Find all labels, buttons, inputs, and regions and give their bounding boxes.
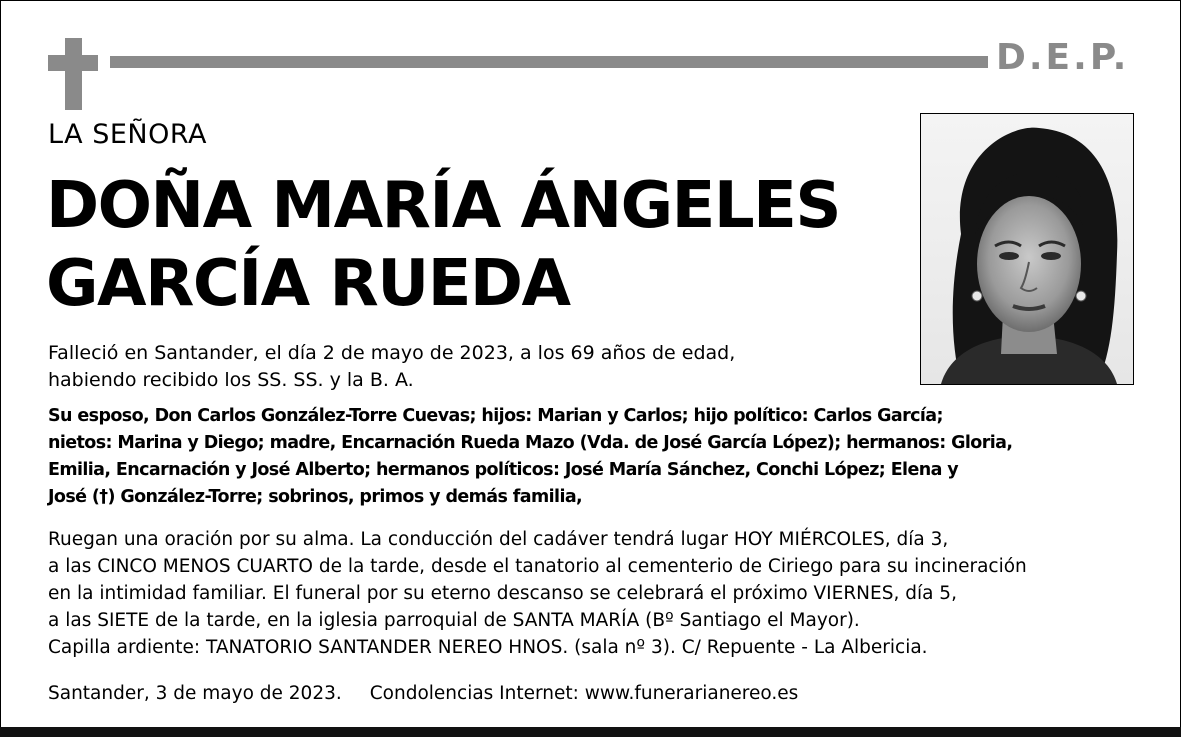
death-notice — [48, 340, 908, 394]
service-line: a las SIETE de la tarde, en la iglesia parroquial de SANTA MARÍA (Bº Santiago el Mayor). — [48, 610, 860, 631]
family-line: nietos: Marina y Diego; madre, Encarnación Rueda Mazo (Vda. de José García López); hermanos: Gloria, — [48, 433, 1013, 453]
bottom-rule — [0, 727, 1181, 737]
intro-line: Falleció en Santander, el día 2 de mayo de 2023, a los 69 años de edad, — [48, 342, 736, 364]
service-line: Ruegan una oración por su alma. La conducción del cadáver tendrá lugar HOY MIÉRCOLES, día 3, — [48, 529, 949, 550]
condolences-link[interactable]: Condolencias Internet: www.funerarianereo.es — [369, 683, 799, 704]
name-line: GARCÍA RUEDA — [46, 247, 570, 321]
family-line: José (†) González-Torre; sobrinos, primos y demás familia, — [48, 487, 583, 507]
footer — [48, 680, 798, 707]
portrait-photo — [920, 113, 1134, 385]
name-line: DOÑA MARÍA ÁNGELES — [46, 169, 840, 243]
service-line: en la intimidad familiar. El funeral por su eterno descanso se celebrará el próximo VIERNES, día 5, — [48, 583, 957, 604]
family-list — [48, 403, 1148, 511]
header-rule — [110, 56, 988, 68]
family-line: Emilia, Encarnación y José Alberto; hermanos políticos: José María Sánchez, Conchi López; Elena y — [48, 460, 959, 480]
intro-line: habiendo recibido los SS. SS. y la B. A. — [48, 369, 414, 391]
portrait-illustration — [921, 114, 1133, 384]
deceased-name — [46, 167, 906, 323]
cross-icon — [48, 38, 98, 110]
service-line: a las CINCO MENOS CUARTO de la tarde, desde el tanatorio al cementerio de Ciriego para su incineración — [48, 556, 1027, 577]
service-line: Capilla ardiente: TANATORIO SANTANDER NEREO HNOS. (sala nº 3). C/ Repuente - La Albericia. — [48, 637, 928, 658]
place-date: Santander, 3 de mayo de 2023. — [48, 683, 342, 704]
service-details — [48, 526, 1158, 661]
dep-heading: D.E.P. — [996, 37, 1130, 78]
family-line: Su esposo, Don Carlos González-Torre Cuevas; hijos: Marian y Carlos; hijo político: Carlos García; — [48, 406, 943, 426]
honorific: LA SEÑORA — [48, 119, 207, 150]
